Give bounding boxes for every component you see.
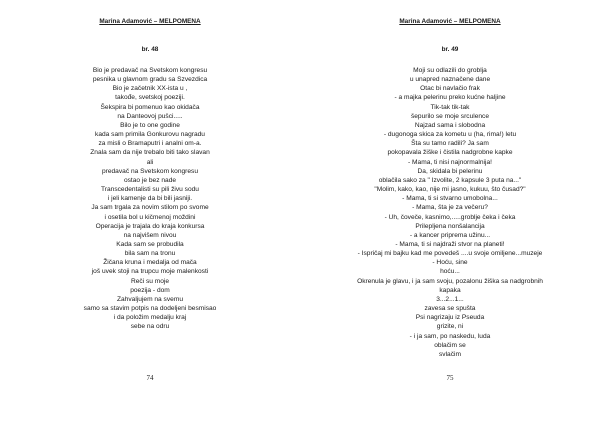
poem-line: Operacija je trajala do kraja konkursa (95, 222, 205, 230)
poem-line: pesnika u glavnom gradu sa Szvezdica (92, 76, 208, 84)
poem-line: svlačim (439, 350, 461, 358)
poem-line: na najvišem nivou (123, 231, 177, 239)
running-header: Marina Adamović – MELPOMENA (99, 18, 201, 25)
poem-line: Transcedentalisti su pili živu sodu (101, 186, 199, 194)
poem-line: Šekspira bi pomenuo kao okidača (100, 103, 200, 111)
poem-line: "Molim, kako, kao, nije mi jasno, kukuu, što čusad?" (374, 186, 526, 194)
poem-line: - a majka pelerinu preko kućne haljine (394, 94, 506, 102)
poem-line: - Hoću, sine (432, 259, 468, 267)
poem-line: i da položim medalju kraj (113, 314, 187, 322)
poem-line: Reči su moje (130, 277, 170, 285)
poem-line: Znala sam da nije trebalo biti tako slavan (90, 149, 210, 157)
poem-text (0, 66, 300, 332)
poem-line: i jeli kamenje da bi bili jasniji. (107, 195, 193, 203)
page-number: 74 (146, 374, 154, 382)
poem-line: Bilo je to one godine (120, 121, 180, 129)
poem-line: - Mama, ti si najdraži stvor na planeti! (395, 240, 505, 248)
poem-line: predavač na Svetskom kongresu (101, 167, 199, 175)
poem-line: ali (146, 158, 154, 166)
page-number: 75 (446, 374, 454, 382)
poem-line: kapaka (439, 286, 461, 294)
poem-line: 3...2...1... (436, 295, 464, 303)
poem-line: Tik-tak tik-tak (430, 103, 470, 111)
poem-line: pokopavala žiške i čistila nadgrobne kapke (387, 149, 513, 157)
poem-title: br. 49 (441, 46, 459, 53)
poem-line: Kada sam se probudila (116, 240, 184, 248)
poem-line: Otac bi navlačio frak (420, 85, 480, 93)
poem-line: zavesa se spušta (424, 305, 476, 313)
poem-line: oblačila sako za " Izvolite, 2 kapsule 3 puta na..." (378, 176, 522, 184)
poem-title: br. 48 (141, 46, 159, 53)
poem-line: hoću... (440, 268, 460, 276)
poem-line: takođe, svetskoj poeziji. (115, 94, 185, 102)
poem-line: na Danteovoj pušci..... (117, 112, 183, 120)
poem-line: bila sam na tronu (124, 250, 176, 258)
poem-line: Prilepljena nonšalancija (415, 222, 485, 230)
poem-line: za misli o Bramaputri i analni om-a. (98, 140, 202, 148)
running-header: Marina Adamović – MELPOMENA (399, 18, 501, 25)
poem-line: i osetila bol u kičmenoj moždini (104, 213, 196, 221)
poem-line: Okrenula je glavu, i ja sam svoju, pozalonu žiška sa nadgrobnih (357, 277, 543, 285)
poem-line: ostao je bez nade (123, 176, 177, 184)
right-page (300, 0, 600, 425)
poem-line: Moji su odlazili do groblja (413, 67, 487, 74)
poem-line: - Mama, ti si stvarno umobolna... (402, 195, 498, 203)
poem-line: grizite, ni (436, 323, 464, 331)
poem-line: oblačim se (434, 341, 466, 349)
poem-line: - dugonoga skica za kometu u (ha, rima!) letu (383, 131, 517, 139)
poem-line: Psi nagrizaju iz Pseuda (415, 314, 485, 322)
poem-line: samo sa stavim potpis na dodeljeni besmisao (83, 305, 217, 313)
poem-line: - Ispričaj mi bajku kad me povedeš ....u svoje omiljene...muzeje (357, 250, 543, 258)
poem-line: Žičana kruna i medalja od mača (103, 259, 197, 267)
poem-line: u unapred naznačene dane (409, 76, 491, 84)
poem-line: sebe na odru (130, 323, 170, 331)
poem-line: - a kancer priprema užinu... (409, 231, 491, 239)
poem-line: kada sam primila Gonkurovu nagradu (95, 131, 205, 139)
poem-line: Zahvaljujem na svemu (117, 295, 183, 303)
poem-line: šepurilo se moje srculence (410, 112, 490, 120)
poem-line: - i ja sam, po naskedu, luda (409, 332, 491, 340)
poem-text (300, 66, 600, 359)
poem-line: Bio je predavač na Svetskom kongresu (92, 67, 208, 74)
poem-line: - Mama, šta je za večeru? (412, 204, 488, 212)
poem-line: Bio je začetnik XX-ista u , (112, 85, 188, 93)
poem-line: Da, skidala bi pelerinu (417, 167, 483, 175)
poem-line: - Uh, čoveče, kasnimo,.....groblje čeka i čeka (384, 213, 516, 221)
poem-line: Šta su tamo radili? Ja sam (411, 140, 489, 148)
poem-line: Ja sam trgala za novim stilom po svome (91, 204, 209, 212)
poem-line: poezija - dom (130, 286, 170, 294)
poem-line: još uvek stoji na trupcu moje malenkosti (91, 268, 209, 276)
poem-line: Najzad sama i slobodna (414, 121, 486, 129)
poem-line: - Mama, ti nisi najnormalnija! (408, 158, 492, 166)
